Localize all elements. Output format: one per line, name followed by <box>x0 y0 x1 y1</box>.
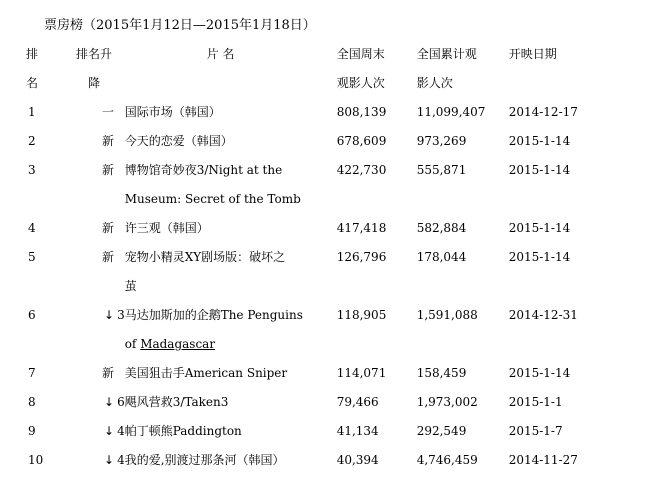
change-value: 4 <box>117 424 125 438</box>
rank-cell: 1 <box>28 105 36 119</box>
weekly-blank <box>337 272 417 301</box>
page-title: 票房榜（2015年1月12日—2015年1月18日） <box>44 18 316 33</box>
release-blank <box>509 272 629 301</box>
header-row-bottom <box>20 69 629 98</box>
release-date: 2015-1-14 <box>508 134 571 148</box>
change-cell <box>56 214 125 243</box>
header-row-top <box>20 40 629 69</box>
header-release-date: 开映日期 <box>508 47 557 61</box>
rank-cell: 4 <box>28 221 36 235</box>
table-body <box>20 98 629 475</box>
release-date: 2014-11-27 <box>508 453 578 467</box>
release-blank <box>509 185 629 214</box>
film-name: 今天的恋爱（韩国） <box>124 134 233 148</box>
header-total-top: 全国累计观 <box>416 47 477 61</box>
change-cell <box>56 156 125 185</box>
change-value: 新 <box>102 134 115 148</box>
film-name: 马达加斯加的企鹅The Penguins <box>124 308 303 322</box>
weekly-admissions: 678,609 <box>336 134 387 148</box>
underlined-word: Madagascar <box>140 337 216 351</box>
header-change-top: 排名升 <box>76 47 113 61</box>
rank-cell: 7 <box>28 366 36 380</box>
header-name: 片 名 <box>206 47 235 61</box>
weekly-blank <box>337 330 417 359</box>
weekly-admissions: 126,796 <box>336 250 387 264</box>
rank-cell-blank <box>20 330 56 359</box>
total-admissions: 158,459 <box>416 366 467 380</box>
header-name-blank <box>125 69 337 98</box>
header-weekly-bottom: 观影人次 <box>336 76 385 90</box>
weekly-admissions: 422,730 <box>336 163 387 177</box>
total-admissions: 11,099,407 <box>416 105 486 119</box>
change-cell-blank <box>56 185 125 214</box>
change-value: 新 <box>102 250 115 264</box>
rank-cell: 10 <box>28 453 44 467</box>
change-cell-blank <box>56 330 125 359</box>
total-blank <box>417 272 509 301</box>
change-value: 6 <box>117 395 125 409</box>
change-cell <box>56 98 125 127</box>
change-cell <box>56 388 125 417</box>
down-arrow-icon: ↓ <box>104 308 115 322</box>
total-blank <box>417 330 509 359</box>
total-admissions: 1,973,002 <box>416 395 478 409</box>
release-blank <box>509 330 629 359</box>
header-weekly-top: 全国周末 <box>336 47 385 61</box>
rank-cell: 9 <box>28 424 36 438</box>
table-row <box>20 388 629 417</box>
weekly-admissions: 79,466 <box>336 395 379 409</box>
release-date: 2015-1-1 <box>508 395 563 409</box>
film-name: 帕丁顿熊Paddington <box>124 424 242 438</box>
table-row <box>20 301 629 330</box>
header-release-blank <box>509 69 629 98</box>
change-value: 一 <box>102 105 115 119</box>
down-arrow-icon: ↓ <box>104 395 115 409</box>
film-name: 美国狙击手American Sniper <box>124 366 288 380</box>
weekly-admissions: 114,071 <box>336 366 387 380</box>
table-row <box>20 417 629 446</box>
total-blank <box>417 185 509 214</box>
header-change-bottom: 降 <box>88 76 101 90</box>
film-name: 宠物小精灵XY剧场版：破坏之 <box>124 250 286 264</box>
rank-cell: 6 <box>28 308 36 322</box>
release-date: 2014-12-17 <box>508 105 578 119</box>
table-row-continuation <box>20 185 629 214</box>
rank-cell: 2 <box>28 134 36 148</box>
box-office-table <box>20 40 629 475</box>
rank-cell: 8 <box>28 395 36 409</box>
change-value: 新 <box>102 163 115 177</box>
table-row <box>20 98 629 127</box>
table-row <box>20 214 629 243</box>
down-arrow-icon: ↓ <box>104 453 115 467</box>
weekly-blank <box>337 185 417 214</box>
header-rank-top: 排 <box>26 47 39 61</box>
weekly-admissions: 40,394 <box>336 453 379 467</box>
change-cell <box>56 359 125 388</box>
release-date: 2015-1-14 <box>508 250 571 264</box>
total-admissions: 582,884 <box>416 221 467 235</box>
film-name: 飓风营救3/Taken3 <box>124 395 229 409</box>
release-date: 2015-1-14 <box>508 366 571 380</box>
change-cell <box>56 301 125 330</box>
total-admissions: 4,746,459 <box>416 453 478 467</box>
header-rank-bottom: 名 <box>26 76 39 90</box>
release-date: 2014-12-31 <box>508 308 578 322</box>
change-value: 新 <box>102 366 115 380</box>
table-row-continuation <box>20 330 629 359</box>
header-total-bottom: 影人次 <box>416 76 453 90</box>
film-name-line2: of Madagascar <box>124 337 216 351</box>
total-admissions: 555,871 <box>416 163 467 177</box>
change-value: 4 <box>117 453 125 467</box>
total-admissions: 973,269 <box>416 134 467 148</box>
table-row <box>20 243 629 272</box>
total-admissions: 292,549 <box>416 424 467 438</box>
change-cell-blank <box>56 272 125 301</box>
weekly-admissions: 808,139 <box>336 105 387 119</box>
change-cell <box>56 127 125 156</box>
rank-cell: 3 <box>28 163 36 177</box>
change-cell <box>56 243 125 272</box>
rank-cell: 5 <box>28 250 36 264</box>
table-row-continuation <box>20 272 629 301</box>
film-name: 国际市场（韩国） <box>124 105 221 119</box>
film-name: 我的爱,别渡过那条河（韩国） <box>124 453 285 467</box>
weekly-admissions: 417,418 <box>336 221 387 235</box>
rank-cell-blank <box>20 185 56 214</box>
film-name: 博物馆奇妙夜3/Night at the <box>124 163 283 177</box>
table-row <box>20 156 629 185</box>
release-date: 2015-1-14 <box>508 221 571 235</box>
total-admissions: 178,044 <box>416 250 467 264</box>
film-name-line2: Museum: Secret of the Tomb <box>124 192 301 206</box>
total-admissions: 1,591,088 <box>416 308 478 322</box>
weekly-admissions: 41,134 <box>336 424 379 438</box>
change-cell <box>56 446 125 475</box>
weekly-admissions: 118,905 <box>336 308 387 322</box>
down-arrow-icon: ↓ <box>104 424 115 438</box>
rank-cell-blank <box>20 272 56 301</box>
table-row <box>20 446 629 475</box>
film-name-line2: 茧 <box>124 279 137 293</box>
change-value: 新 <box>102 221 115 235</box>
table-row <box>20 359 629 388</box>
release-date: 2015-1-14 <box>508 163 571 177</box>
table-row <box>20 127 629 156</box>
change-cell <box>56 417 125 446</box>
film-name: 许三观（韩国） <box>124 221 209 235</box>
release-date: 2015-1-7 <box>508 424 563 438</box>
change-value: 3 <box>117 308 125 322</box>
